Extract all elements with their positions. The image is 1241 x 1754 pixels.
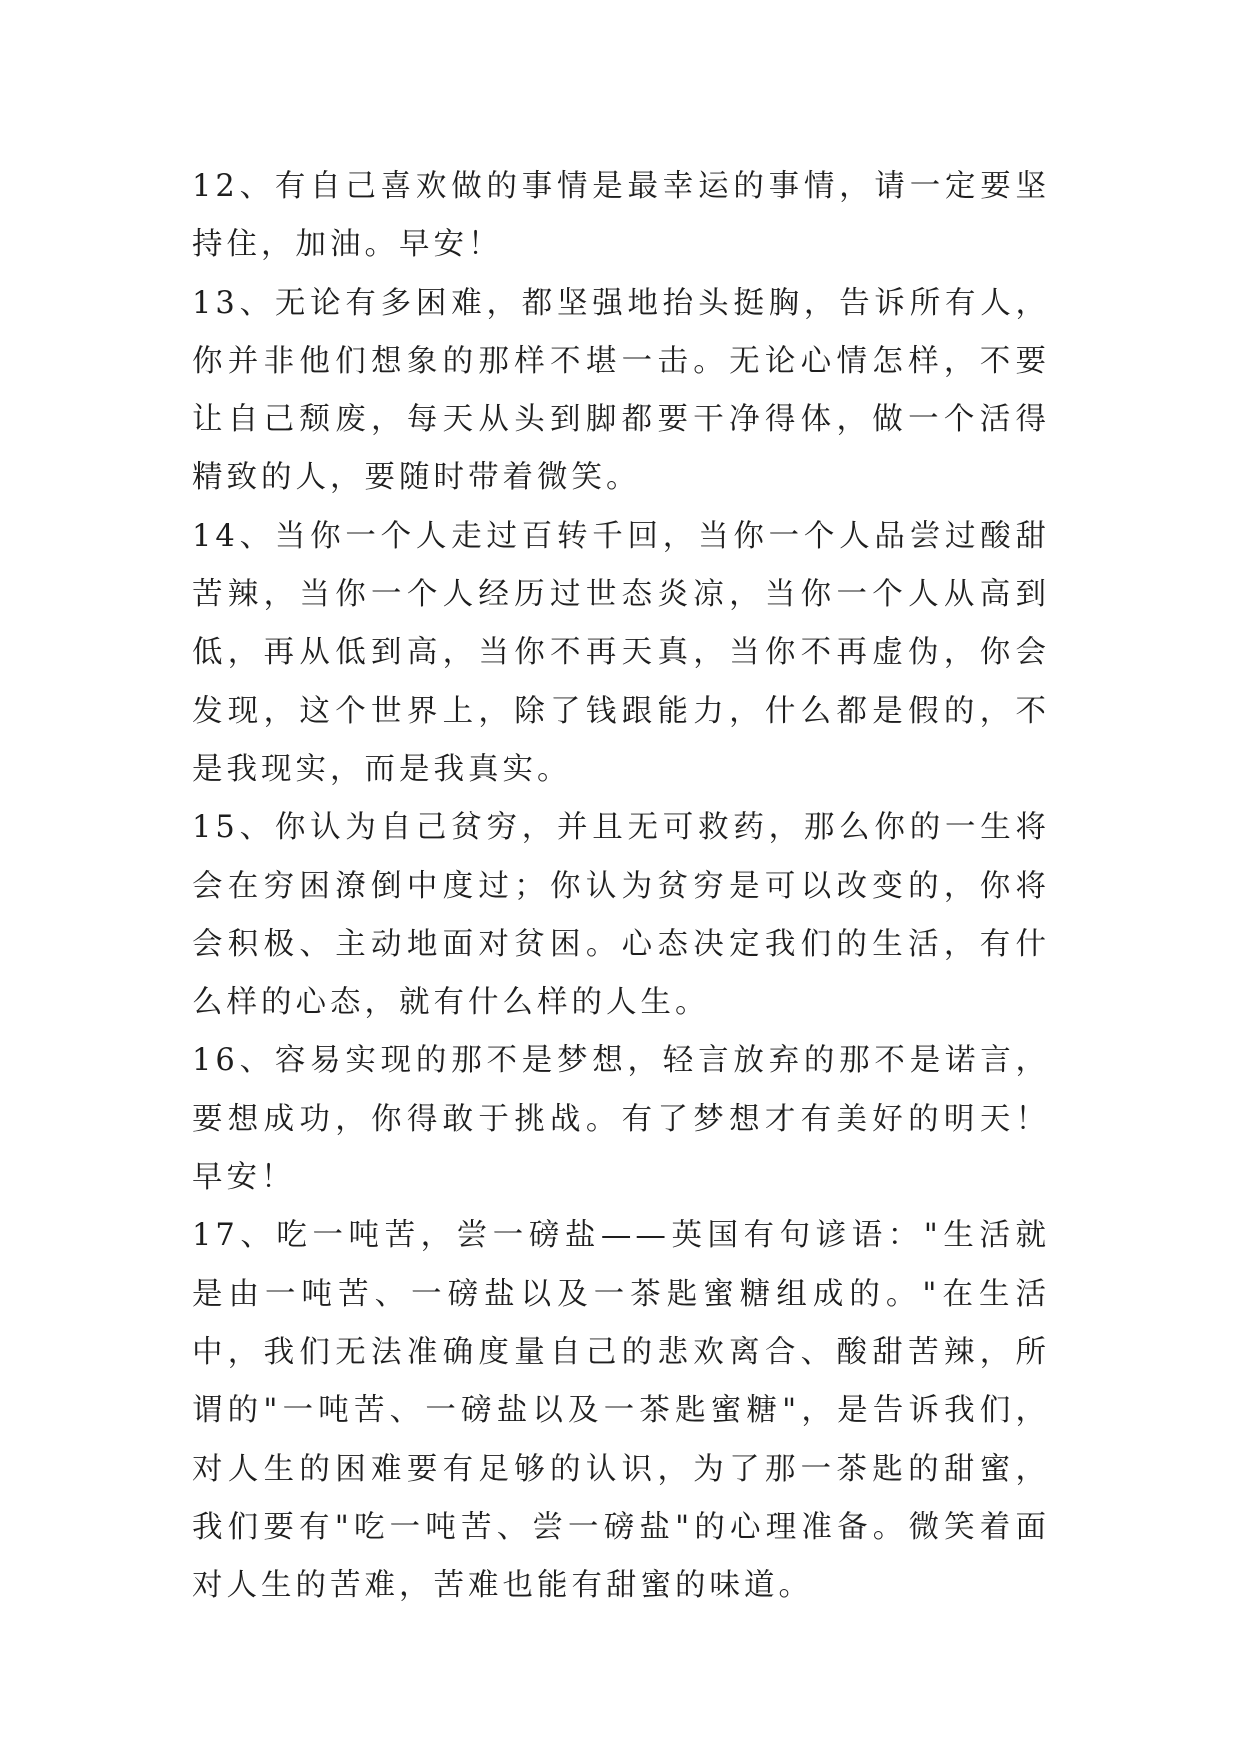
document-body [192,158,1050,1615]
paragraph-16: 16、容易实现的那不是梦想，轻言放弃的那不是诺言，要想成功，你得敢于挑战。有了梦想才有美好的明天！早安！ [192,1043,1050,1196]
paragraph-13: 13、无论有多困难，都坚强地抬头挺胸，告诉所有人，你并非他们想象的那样不堪一击。无论心情怎样，不要让自己颓废，每天从头到脚都要干净得体，做一个活得精致的人，要随时带着微笑。 [192,285,1050,496]
paragraph-15: 15、你认为自己贫穷，并且无可救药，那么你的一生将会在穷困潦倒中度过；你认为贫穷是可以改变的，你将会积极、主动地面对贫困。心态决定我们的生活，有什么样的心态，就有什么样的人生。 [192,810,1050,1021]
paragraph-14: 14、当你一个人走过百转千回，当你一个人品尝过酸甜苦辣，当你一个人经历过世态炎凉，当你一个人从高到低，再从低到高，当你不再天真，当你不再虚伪，你会发现，这个世界上，除了钱跟能力，什么都是假的，不是我现实，而是我真实。 [192,518,1050,787]
paragraph-12: 12、有自己喜欢做的事情是最幸运的事情，请一定要坚持住，加油。早安！ [192,169,1050,263]
paragraph-17: 17、吃一吨苦，尝一磅盐——英国有句谚语："生活就是由一吨苦、一磅盐以及一茶匙蜜糖组成的。"在生活中，我们无法准确度量自己的悲欢离合、酸甜苦辣，所谓的"一吨苦、一磅盐以及一茶匙蜜糖"，是告诉我们，对人生的困难要有足够的认识，为了那一茶匙的甜蜜，我们要有"吃一吨苦、尝一磅盐"的心理准备。微笑着面对人生的苦难，苦难也能有甜蜜的味道。 [192,1218,1050,1604]
